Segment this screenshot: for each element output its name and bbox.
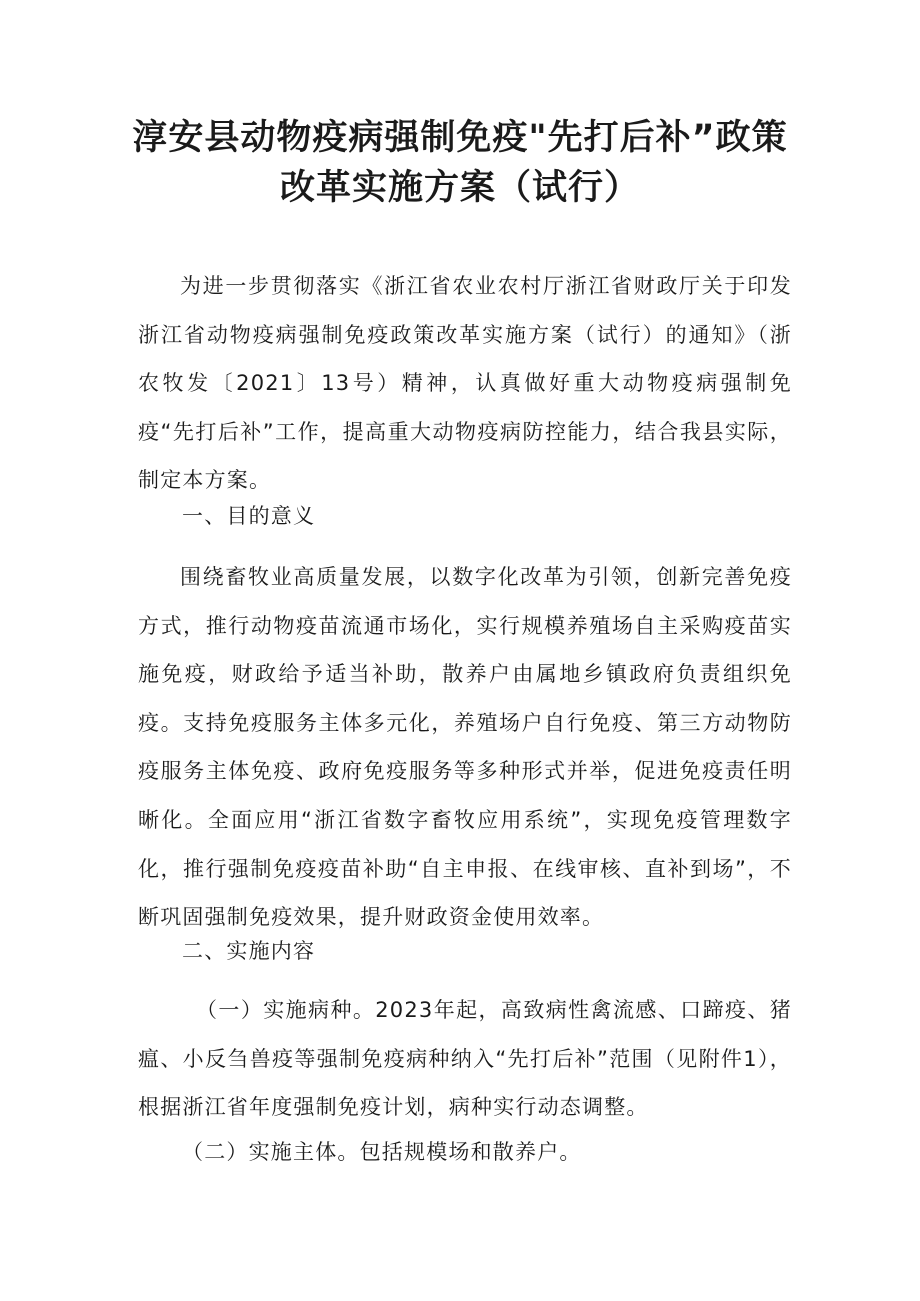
section-1-heading: 一、目的意义 <box>182 504 316 528</box>
document-title-line-1: 淳安县动物疫病强制免疫"先打后补”政策 <box>132 118 788 158</box>
section-2-item-2: （二）实施主体。包括规模场和散养户。 <box>182 1140 582 1164</box>
document-title-line-2: 改革实施方案（试行） <box>279 168 640 208</box>
section-2-item-1: （一）实施病种。2023年起，高致病性禽流感、口蹄疫、猪瘟、小反刍兽疫等强制免疫病种纳入“先打后补”范围（见附件1），根据浙江省年度强制免疫计划，病种实行动态调整。 <box>138 998 792 1120</box>
section-1-paragraph: 围绕畜牧业高质量发展，以数字化改革为引领，创新完善免疫方式，推行动物疫苗流通市场化，实行规模养殖场自主采购疫苗实施免疫，财政给予适当补助，散养户由属地乡镇政府负责组织免疫。支持免疫服务主体多元化，养殖场户自行免疫、第三方动物防疫服务主体免疫、政府免疫服务等多种形式并举，促进免疫责任明晰化。全面应用“浙江省数字畜牧应用系统”，实现免疫管理数字化，推行强制免疫疫苗补助“自主申报、在线审核、直补到场”，不断巩固强制免疫效果，提升财政资金使用效率。 <box>138 565 792 930</box>
intro-paragraph: 为进一步贯彻落实《浙江省农业农村厅浙江省财政厅关于印发浙江省动物疫病强制免疫政策改革实施方案（试行）的通知》（浙农牧发〔2021〕13号）精神，认真做好重大动物疫病强制免疫“先打后补”工作，提高重大动物疫病防控能力，结合我县实际，制定本方案。 <box>138 274 792 493</box>
section-2-heading: 二、实施内容 <box>182 939 316 963</box>
